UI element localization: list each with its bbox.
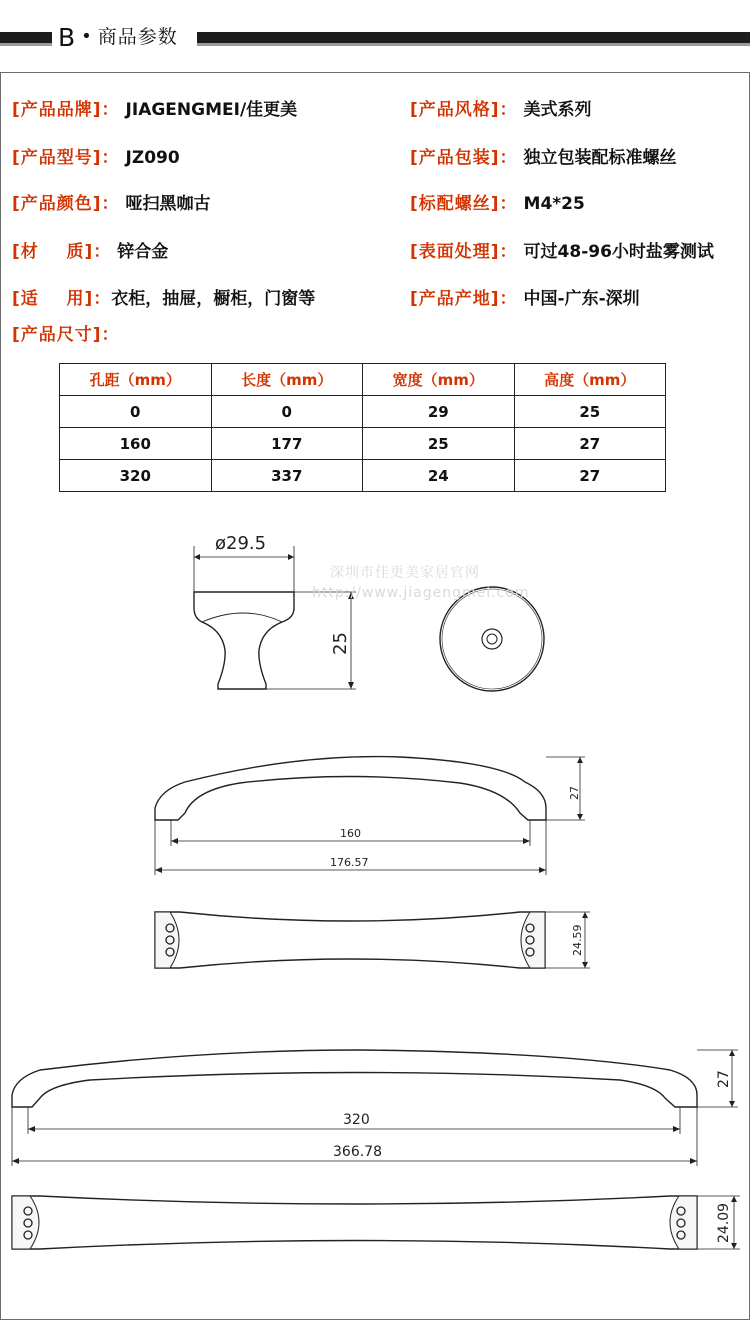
spec-value: 可过48-96小时盐雾测试	[523, 242, 714, 262]
table-cell: 27	[514, 428, 666, 460]
handle-160-side-view	[155, 757, 585, 875]
handle-160-top-view	[155, 912, 590, 968]
watermark-line2: http://www.jiagengmei.com	[312, 585, 530, 601]
handle-160-hole-label: 160	[340, 827, 361, 840]
table-cell: 337	[211, 460, 363, 492]
spec-label: [产品尺寸]：	[12, 325, 120, 345]
spec-label: [产品包装]：	[410, 148, 518, 168]
spec-value: M4*25	[523, 194, 585, 214]
column-header: 高度（mm）	[514, 364, 666, 396]
table-cell: 0	[211, 396, 363, 428]
table-cell: 29	[363, 396, 515, 428]
handle-160-height-label: 27	[568, 786, 581, 800]
watermark-line1: 深圳市佳更美家居官网	[330, 565, 480, 581]
spec-label: [产品风格]：	[410, 100, 518, 120]
knob-height-label: 25	[330, 632, 351, 655]
spec-value: 独立包装配标准螺丝	[523, 148, 677, 168]
bullet-icon: •	[81, 26, 92, 47]
spec-value: 中国-广东-深圳	[523, 289, 640, 309]
table-cell: 25	[514, 396, 666, 428]
handle-320-width-label: 24.09	[716, 1202, 732, 1243]
section-title: 商品参数	[97, 25, 178, 48]
section-letter: B	[58, 22, 76, 52]
table-cell: 177	[211, 428, 363, 460]
spec-label: [材 质]：	[12, 242, 112, 262]
column-header: 孔距（mm）	[60, 364, 212, 396]
table-cell: 320	[60, 460, 212, 492]
handle-320-top-view	[12, 1196, 740, 1249]
handle-320-hole-label: 320	[343, 1112, 370, 1128]
spec-label: [产品颜色]：	[12, 194, 120, 214]
handle-320-length-label: 366.78	[333, 1144, 382, 1160]
knob-diameter-label: ø29.5	[215, 533, 267, 554]
spec-label: [标配螺丝]：	[410, 194, 518, 214]
table-cell: 0	[60, 396, 212, 428]
spec-label: [产品型号]：	[12, 148, 120, 168]
knob-top-view	[440, 587, 544, 691]
spec-label: [产品品牌]：	[12, 100, 120, 120]
column-header: 长度（mm）	[211, 364, 363, 396]
spec-value: 哑扫黑咖古	[125, 194, 211, 214]
spec-label: [产品产地]：	[410, 289, 518, 309]
handle-160-width-label: 24.59	[571, 924, 584, 956]
column-header: 宽度（mm）	[363, 364, 515, 396]
table-cell: 27	[514, 460, 666, 492]
spec-value: 衣柜，抽屉，橱柜，门窗等	[111, 289, 316, 309]
table-cell: 160	[60, 428, 212, 460]
handle-160-length-label: 176.57	[330, 856, 369, 869]
spec-value: 美式系列	[523, 100, 592, 120]
spec-value: 锌合金	[117, 242, 169, 262]
table-cell: 25	[363, 428, 515, 460]
spec-value: JIAGENGMEI/佳更美	[125, 100, 298, 120]
spec-label: [适 用]：	[12, 289, 112, 309]
spec-label: [表面处理]：	[410, 242, 518, 262]
spec-value: JZ090	[125, 148, 180, 168]
handle-320-height-label: 27	[716, 1070, 732, 1088]
table-cell: 24	[363, 460, 515, 492]
